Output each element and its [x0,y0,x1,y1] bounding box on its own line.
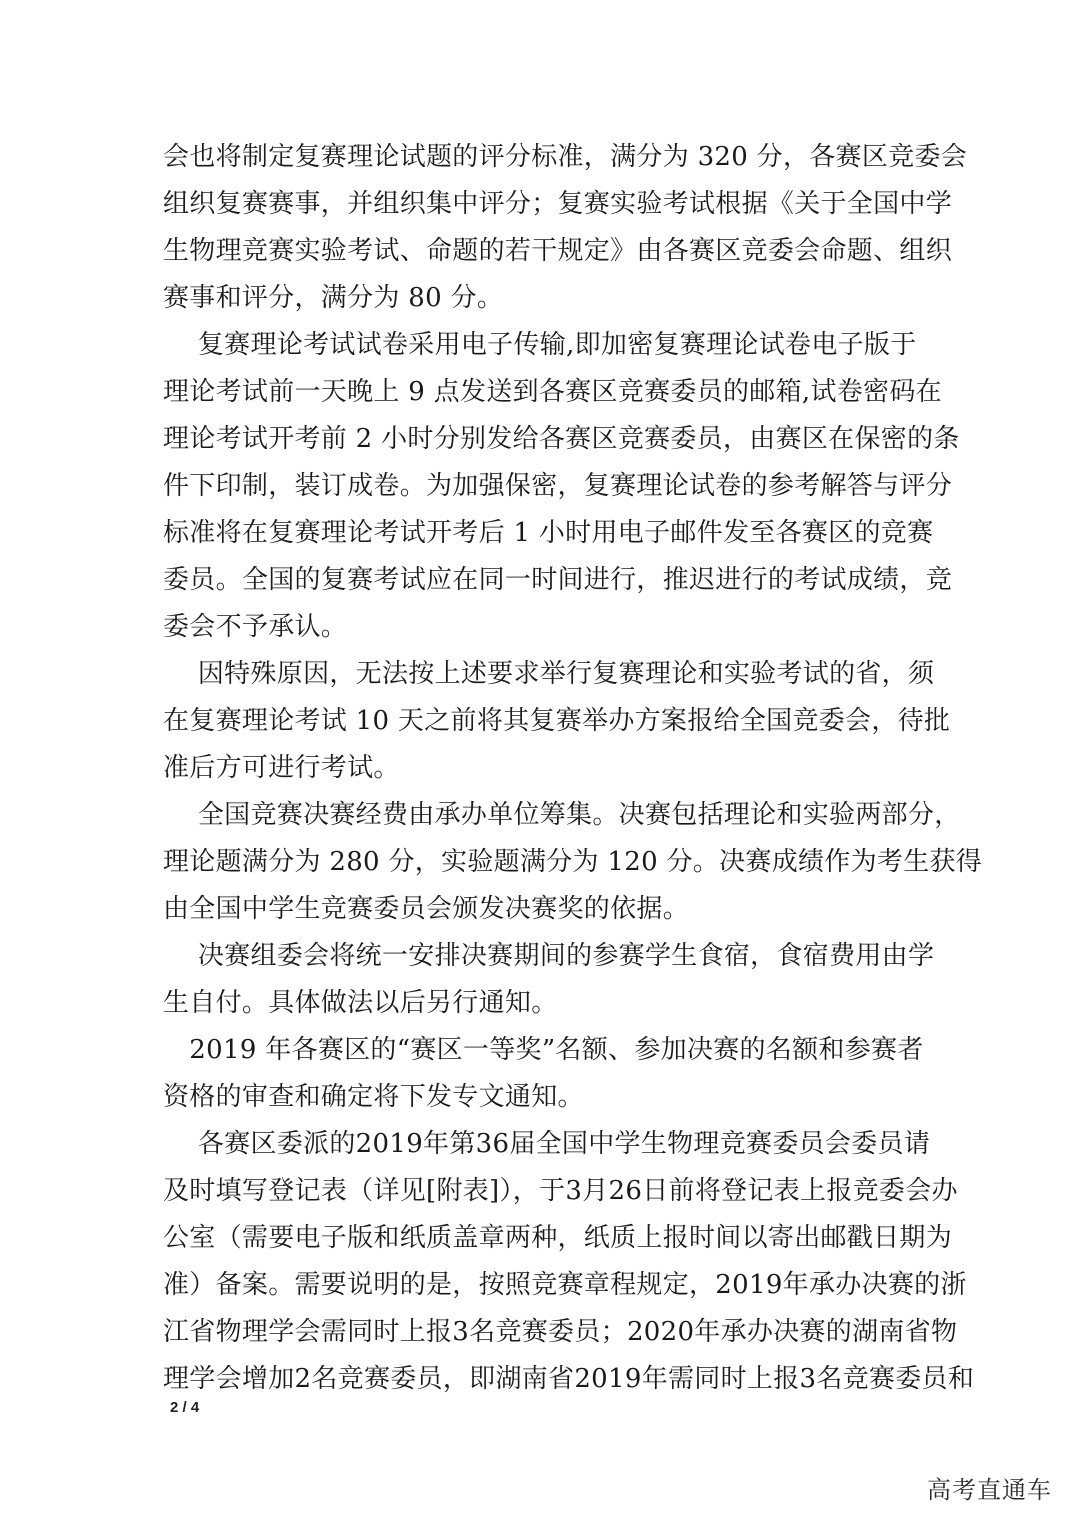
text-line: 理论考试开考前 2 小时分别发给各赛区竞赛委员，由赛区在保密的条 [163,424,960,454]
text-line: 理论考试前一天晚上 9 点发送到各赛区竞赛委员的邮箱,试卷密码在 [163,377,942,407]
text-line: 及时填写登记表（详见[附表]），于3月26日前将登记表上报竞委会办 [163,1176,958,1206]
text-line: 各赛区委派的2019年第36届全国中学生物理竞赛委员会委员请 [163,1129,931,1159]
text-line: 生物理竞赛实验考试、命题的若干规定》由各赛区竞委会命题、组织 [163,236,953,266]
text-line: 准）备案。需要说明的是，按照竞赛章程规定，2019年承办决赛的浙 [163,1270,967,1300]
text-line: 赛事和评分，满分为 80 分。 [163,283,504,313]
text-line: 生自付。具体做法以后另行通知。 [163,988,558,1018]
text-line: 资格的审查和确定将下发专文通知。 [163,1082,584,1112]
text-line: 公室（需要电子版和纸质盖章两种，纸质上报时间以寄出邮戳日期为 [163,1223,953,1253]
text-line: 由全国中学生竞赛委员会颁发决赛奖的依据。 [163,894,690,924]
text-line: 2019 年各赛区的“赛区一等奖”名额、参加决赛的名额和参赛者 [163,1035,924,1065]
watermark: 高考直通车 [927,1476,1052,1504]
text-line: 委会不予承认。 [163,612,348,642]
text-line: 江省物理学会需同时上报3名竞赛委员；2020年承办决赛的湖南省物 [163,1317,958,1347]
text-line: 理学会增加2名竞赛委员，即湖南省2019年需同时上报3名竞赛委员和 [163,1364,975,1394]
text-line: 复赛理论考试试卷采用电子传输,即加密复赛理论试卷电子版于 [163,330,917,360]
text-line: 会也将制定复赛理论试题的评分标准，满分为 320 分，各赛区竞委会 [163,142,968,172]
text-line: 件下印制，装订成卷。为加强保密，复赛理论试卷的参考解答与评分 [163,471,953,501]
text-line: 决赛组委会将统一安排决赛期间的参赛学生食宿，食宿费用由学 [163,941,935,971]
text-line: 准后方可进行考试。 [163,753,400,783]
page-number: 2 / 4 [170,1399,200,1416]
text-line: 全国竞赛决赛经费由承办单位筹集。决赛包括理论和实验两部分， [163,800,961,830]
text-line: 组织复赛赛事，并组织集中评分；复赛实验考试根据《关于全国中学 [163,189,953,219]
text-line: 因特殊原因，无法按上述要求举行复赛理论和实验考试的省，须 [163,659,935,689]
text-line: 在复赛理论考试 10 天之前将其复赛举办方案报给全国竞委会，待批 [163,706,951,736]
text-line: 标准将在复赛理论考试开考后 1 小时用电子邮件发至各赛区的竞赛 [163,518,934,548]
text-line: 理论题满分为 280 分，实验题满分为 120 分。决赛成绩作为考生获得 [163,847,983,877]
text-line: 委员。全国的复赛考试应在同一时间进行，推迟进行的考试成绩，竞 [163,565,953,595]
